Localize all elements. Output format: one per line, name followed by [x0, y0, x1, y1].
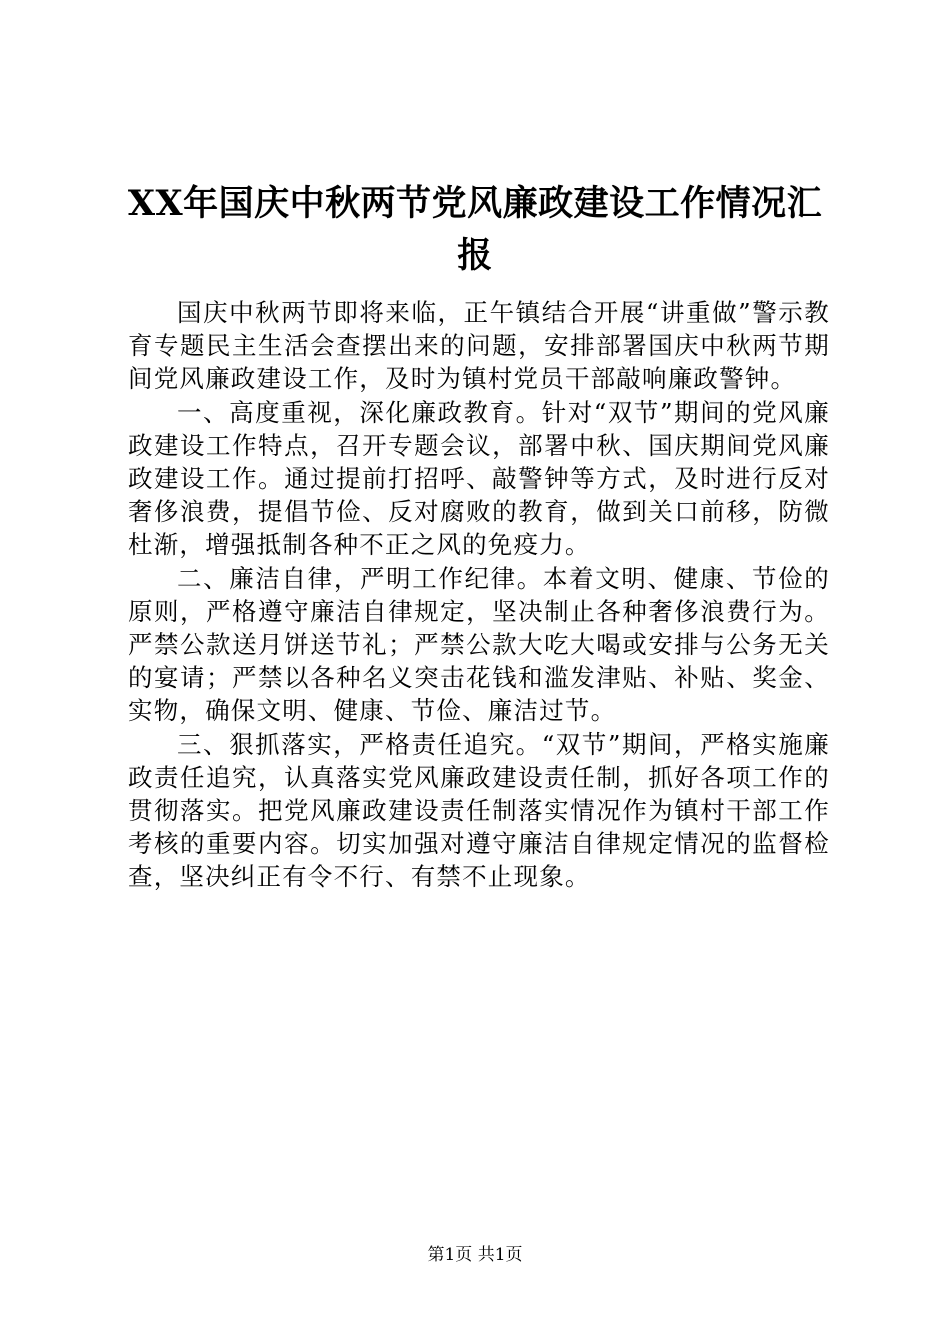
document-body: [128, 296, 830, 894]
paragraph-section-3: 三、狠抓落实，严格责任追究。“双节”期间，严格实施廉政责任追究，认真落实党风廉政建设责任制，抓好各项工作的贯彻落实。把党风廉政建设责任制落实情况作为镇村干部工作考核的重要内容。切实加强对遵守廉洁自律规定情况的监督检查，坚决纠正有令不行、有禁不止现象。: [128, 729, 830, 892]
document-title: XX年国庆中秋两节党风廉政建设工作情况汇报: [127, 183, 823, 276]
paragraph-section-2: 二、廉洁自律，严明工作纪律。本着文明、健康、节俭的原则，严格遵守廉洁自律规定，坚决制止各种奢侈浪费行为。严禁公款送月饼送节礼；严禁公款大吃大喝或安排与公务无关的宴请；严禁以各种名义突击花钱和滥发津贴、补贴、奖金、实物，确保文明、健康、节俭、廉洁过节。: [128, 563, 830, 726]
page-number-footer: 第1页 共1页: [427, 1245, 523, 1265]
paragraph-intro: 国庆中秋两节即将来临，正午镇结合开展“讲重做”警示教育专题民主生活会查摆出来的问题，安排部署国庆中秋两节期间党风廉政建设工作，及时为镇村党员干部敲响廉政警钟。: [128, 298, 830, 394]
paragraph-section-1: 一、高度重视，深化廉政教育。针对“双节”期间的党风廉政建设工作特点，召开专题会议，部署中秋、国庆期间党风廉政建设工作。通过提前打招呼、敲警钟等方式，及时进行反对奢侈浪费，提倡节俭、反对腐败的教育，做到关口前移，防微杜渐，增强抵制各种不正之风的免疫力。: [128, 397, 830, 560]
